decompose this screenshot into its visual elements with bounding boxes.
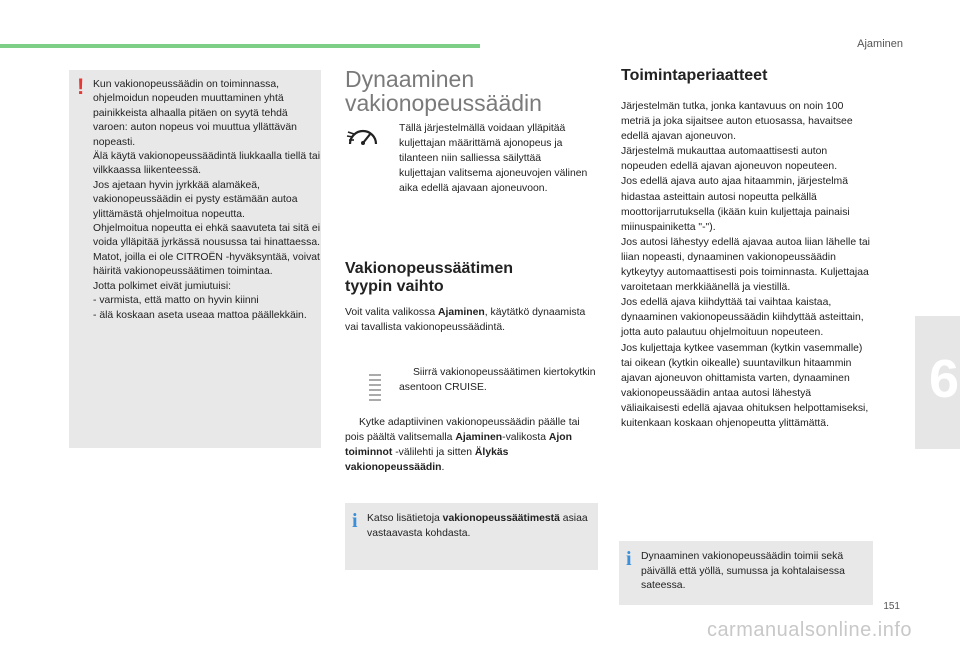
info-icon: i: [626, 548, 632, 570]
principles-paragraph: Jos autosi lähestyy edellä ajavaa autoa liian lähelle tai liian nopeasti, dynaaminen vakionopeussäädin kytkeytyy automaattisesti pois toiminnasta. Kuljettajaa varoitetaan merkkiäänellä ja viestillä.: [621, 236, 870, 294]
speedometer-icon: [346, 122, 380, 150]
text-fragment: Katso lisätietoja: [367, 513, 443, 524]
info-icon: i: [352, 510, 358, 532]
warning-list-item: - älä koskaan aseta useaa mattoa päällekkäin.: [93, 309, 307, 321]
text-fragment: , käytätkö dynaamista vai tavallista vakionopeussäädintä.: [345, 307, 586, 333]
info-text: Dynaaminen vakionopeussäädin toimii sekä päivällä että yöllä, sumussa ja kohtalaisessa sateessa.: [641, 551, 845, 591]
tab-name: Ajon toiminnot: [345, 432, 572, 458]
page-number: 151: [883, 601, 900, 612]
step-text: Siirrä vakionopeussäätimen kiertokytkin asentoon CRUISE.: [399, 367, 596, 393]
info-text: [367, 512, 592, 541]
text-fragment: asiaa vastaavasta kohdasta.: [367, 513, 588, 539]
warning-paragraph: Ohjelmoitua nopeutta ei ehkä saavuteta tai sitä ei voida ylläpitää jyrkässä nousussa tai hinattaessa.: [93, 223, 321, 249]
subsection-title-line2: tyypin vaihto: [345, 278, 444, 295]
warning-paragraph: Matot, joilla ei ole CITROËN -hyväksyntää, voivat häiritä vakionopeussäätimen toimintaa.: [93, 251, 320, 278]
principles-text: [621, 99, 871, 431]
section-title-line2: vakionopeussäädin: [345, 90, 542, 116]
chapter-tab: [915, 316, 960, 449]
chapter-number: 6: [929, 349, 960, 409]
step-toggle-adaptive: [345, 415, 590, 475]
principles-paragraph: Järjestelmä mukauttaa automaattisesti auton nopeuden edellä ajavan ajoneuvon nopeuteen.: [621, 146, 838, 173]
mode-selection-text: [345, 305, 595, 335]
section-title-line1: Dynaaminen: [345, 66, 475, 92]
warning-list-item: - varmista, että matto on hyvin kiinni: [93, 295, 259, 307]
text-fragment: Kytke adaptiivinen vakionopeussäädin päälle tai pois päältä valitsemalla: [345, 417, 580, 443]
text-fragment: -välilehti ja sitten: [392, 447, 475, 458]
principles-paragraph: Jos edellä ajava auto ajaa hitaammin, järjestelmä hidastaa asteittain autosi nopeutta pelkällä moottorijarrutuksella (ikään kuin kuljettaja painaisi miinuspainiketta "-").: [621, 176, 850, 233]
warning-box: [69, 70, 321, 448]
principles-paragraph: Jos edellä ajava kiihdyttää tai vaihtaa kaistaa, dynaaminen vakionopeussäädin kiihdyttää asteittain, jotta auto palautuu ohjelmoituun nopeuteen.: [621, 297, 864, 339]
principles-paragraph: Järjestelmän tutka, jonka kantavuus on noin 100 metriä ja joka sijaitsee auton etuosassa, havaitsee edellä ajavan ajoneuvon.: [621, 101, 853, 143]
principles-paragraph: Jos kuljettaja kytkee vasemman (kytkin vasemmalle) tai oikean (kytkin oikealle) suuntavilkun hitaammin ajavan ajoneuvon ohittamista varten, dynaaminen vakionopeussäädin antaa autosi lähestyä väliaikaisesti edellä ajavaa ohituksen helpottamiseksi, kuitenkaan koskaan ohjenopeutta ylittämättä.: [621, 342, 869, 429]
warning-paragraph: Jos ajetaan hyvin jyrkkää alamäkeä, vakionopeussäädin ei pysty estämään autoa ylittämästä ohjelmoitua nopeutta.: [93, 179, 298, 220]
warning-paragraph: Kun vakionopeussäädin on toiminnassa, ohjelmoidun nopeuden muuttaminen yhtä painikkeista alhaalla pitäen on syytä tehdä varoen: auton nopeus voi muuttua yllättävän nopeasti.: [93, 79, 297, 148]
chapter-title: Ajaminen: [857, 38, 903, 50]
info-box: [345, 503, 598, 570]
text-fragment: -valikosta: [502, 432, 549, 443]
menu-name: Ajaminen: [437, 307, 485, 318]
option-name: Älykäs vakionopeussäädin: [345, 447, 509, 473]
subsection-title: [345, 260, 513, 296]
exclamation-icon: !: [77, 74, 85, 99]
step-rotate-switch: [399, 365, 599, 395]
warning-paragraph: Älä käytä vakionopeussäädintä liukkaalla tiellä tai vilkkaassa liikenteessä.: [93, 151, 321, 177]
menu-name: Ajaminen: [455, 432, 503, 443]
stalk-lever-icon: [368, 373, 382, 403]
info-box: [619, 541, 873, 605]
warning-paragraph: Jotta polkimet eivät jumiutuisi:: [93, 280, 232, 292]
header-accent-bar: [0, 44, 480, 48]
text-fragment: Voit valita valikossa: [345, 307, 438, 318]
text-fragment: .: [441, 462, 445, 473]
warning-text: [93, 78, 321, 323]
reference-name: vakionopeussäätimestä: [442, 513, 560, 524]
watermark: carmanualsonline.info: [706, 619, 912, 641]
intro-text: Tällä järjestelmällä voidaan ylläpitää kuljettajan määrittämä ajonopeus ja tilanteen niin salliessa säilyttää kuljettajan valitsema ajoneuvojen välinen aika edellä ajavaan ajoneuvoon.: [399, 123, 588, 194]
subsection-title-line1: Vakionopeussäätimen: [345, 260, 514, 277]
principles-title: Toimintaperiaatteet: [621, 67, 768, 84]
section-title: [345, 67, 542, 115]
